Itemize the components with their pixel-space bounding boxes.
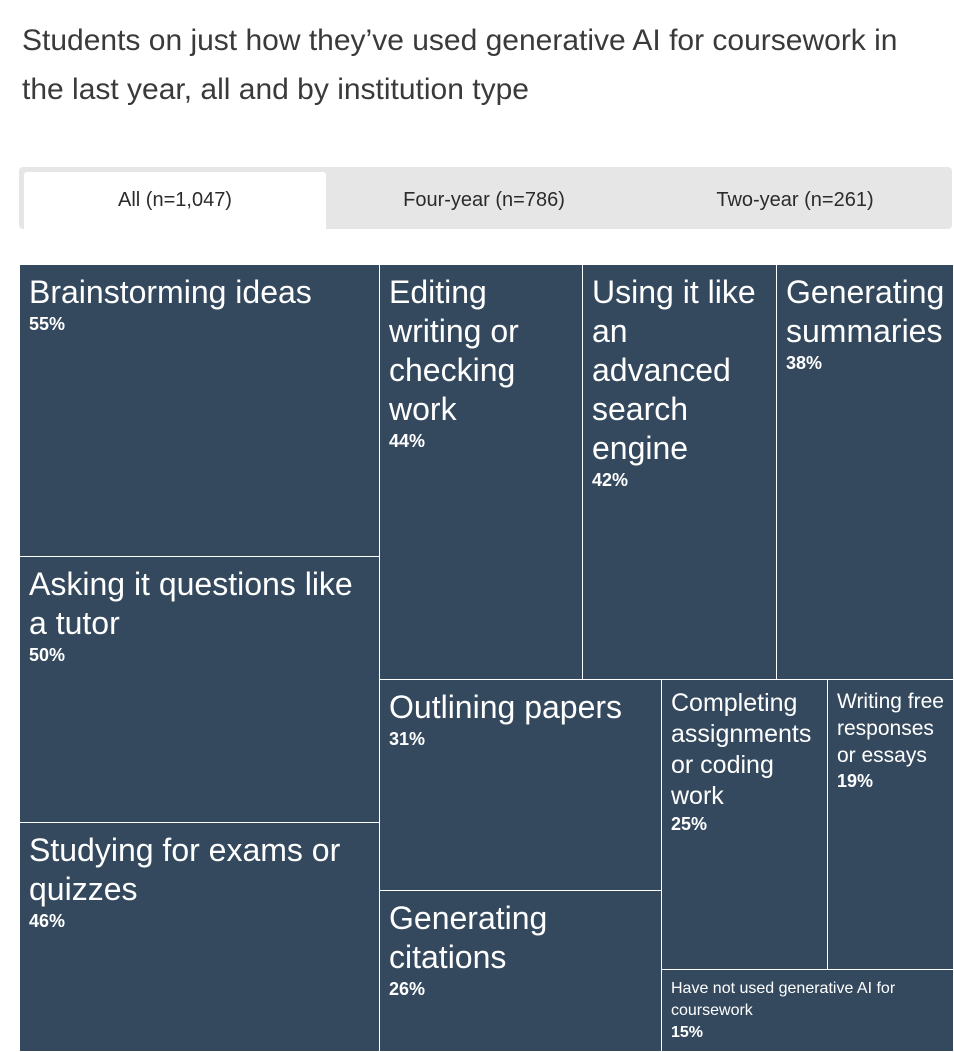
cell-value: 31%: [389, 729, 426, 749]
cell-value: 55%: [29, 314, 66, 334]
cell-label: Have not used generative AI for coursework: [671, 980, 896, 1019]
cell-label: Outlining papers: [389, 689, 623, 725]
cell-label: Writing free responses or essays: [837, 690, 944, 767]
treemap-cell-outlining[interactable]: [380, 680, 662, 891]
tab-four-year[interactable]: Four-year (n=786): [403, 189, 565, 211]
cell-label: Brainstorming ideas: [29, 274, 312, 310]
cell-label: Asking it questions like a tutor: [29, 566, 353, 641]
cell-label: Completing assignments or coding work: [671, 689, 812, 810]
cell-value: 50%: [29, 645, 66, 665]
cell-value: 15%: [671, 1024, 704, 1041]
cell-label: Generating summaries: [786, 274, 945, 349]
chart-title: Students on just how they’ve used generative AI for coursework in the last year, all and by institution type: [22, 24, 898, 106]
treemap-cell-editing[interactable]: [380, 265, 583, 680]
cell-value: 46%: [29, 911, 66, 931]
cell-value: 19%: [837, 771, 874, 791]
cell-label: Using it like an advanced search engine: [592, 274, 756, 466]
cell-value: 44%: [389, 431, 426, 451]
treemap-cell-tutor[interactable]: [20, 557, 380, 823]
institution-tabs: [19, 167, 952, 229]
treemap: [20, 265, 953, 1052]
treemap-cell-studying[interactable]: [20, 823, 380, 1052]
treemap-cell-not-used[interactable]: [662, 970, 953, 1052]
treemap-cell-search-engine[interactable]: [583, 265, 777, 680]
treemap-cell-assignments[interactable]: [662, 680, 828, 970]
treemap-cell-essays[interactable]: [828, 680, 953, 970]
cell-value: 25%: [671, 814, 708, 834]
cell-label: Editing writing or checking work: [389, 274, 519, 427]
tab-two-year[interactable]: Two-year (n=261): [716, 189, 874, 211]
cell-value: 38%: [786, 353, 823, 373]
cell-value: 42%: [592, 470, 629, 490]
treemap-cell-citations[interactable]: [380, 891, 662, 1052]
cell-label: Generating citations: [389, 900, 548, 975]
treemap-cell-brainstorming[interactable]: [20, 265, 380, 557]
treemap-cell-summaries[interactable]: [777, 265, 953, 680]
cell-value: 26%: [389, 979, 426, 999]
cell-label: Studying for exams or quizzes: [29, 832, 341, 907]
tab-all[interactable]: All (n=1,047): [24, 172, 326, 229]
